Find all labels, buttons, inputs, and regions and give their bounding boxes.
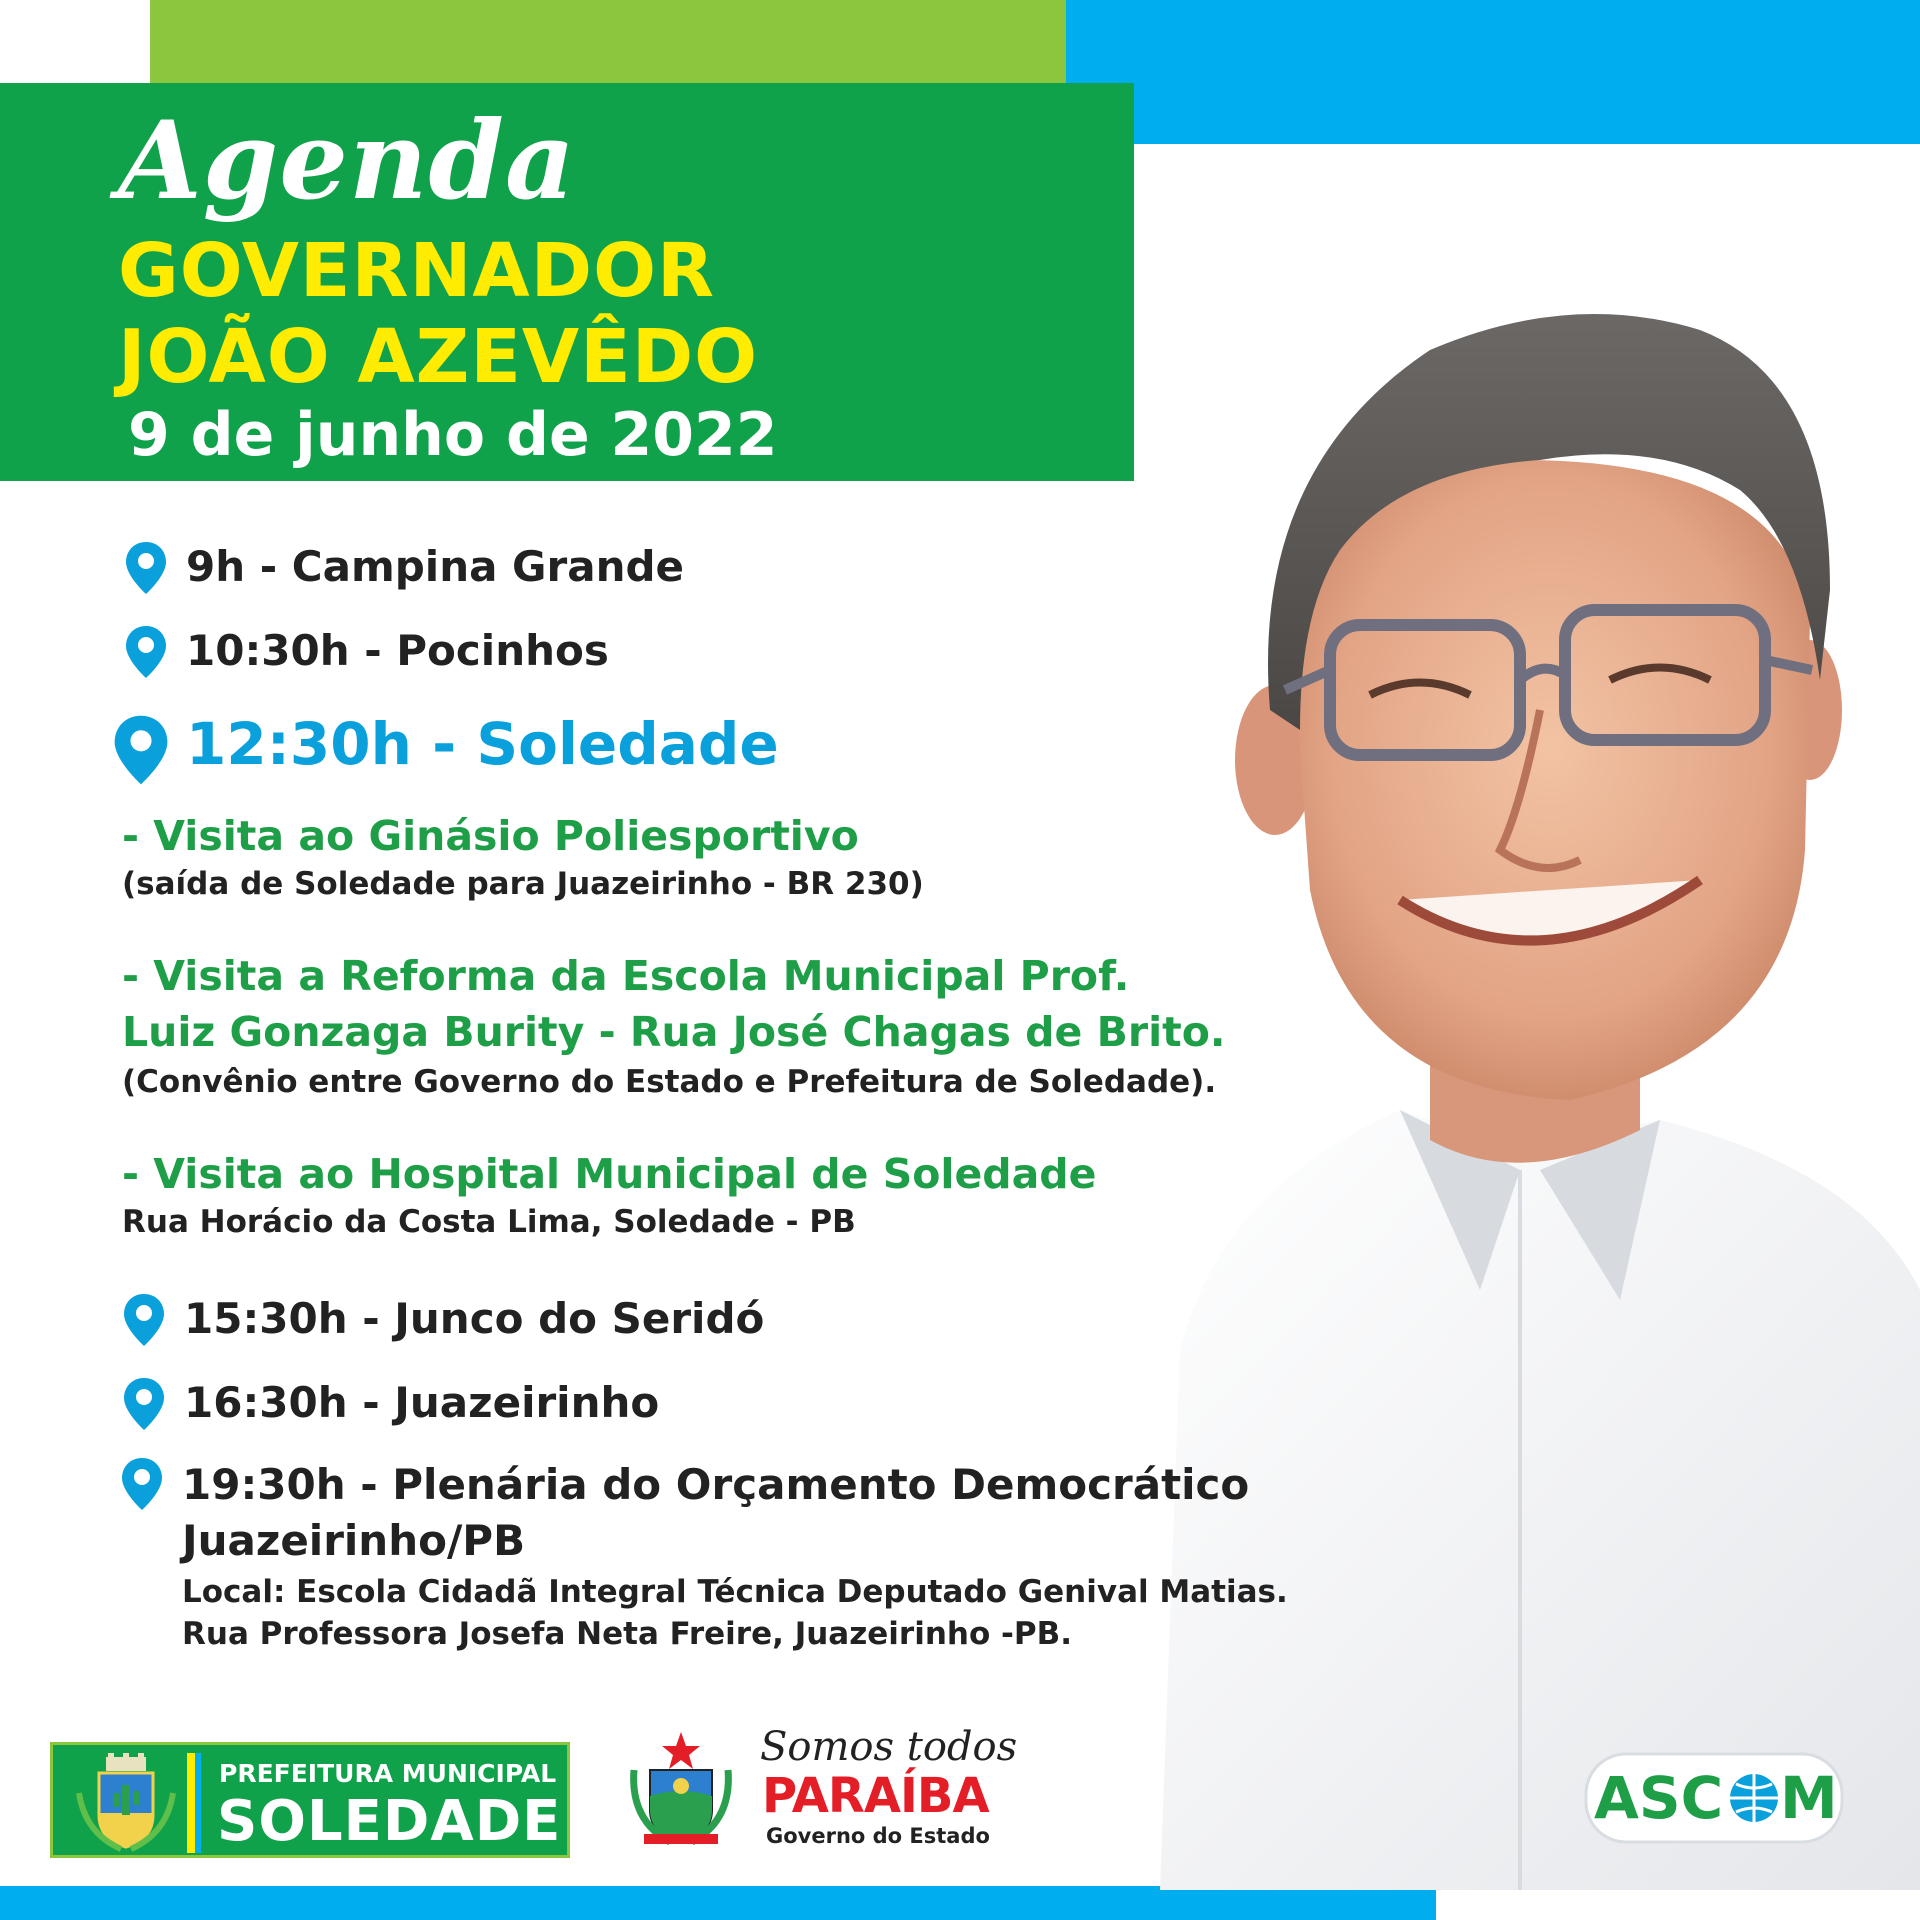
schedule-item-2: 10:30h - Pocinhos — [186, 626, 609, 675]
governo-estado-label: Governo do Estado — [766, 1824, 990, 1848]
top-blue-bar — [1066, 0, 1920, 144]
location-pin-icon — [124, 624, 168, 680]
soledade-label: SOLEDADE — [217, 1789, 562, 1854]
location-pin-icon — [124, 540, 168, 596]
paraiba-crest-icon — [620, 1730, 742, 1850]
plenaria-city: Juazeirinho/PB — [182, 1516, 526, 1565]
visit-2-note: (Convênio entre Governo do Estado e Prefeitura de Soledade). — [122, 1064, 1217, 1100]
portrait-photo — [1100, 290, 1920, 1890]
event-date: 9 de junho de 2022 — [128, 400, 778, 470]
visit-3-title: - Visita ao Hospital Municipal de Soledade — [122, 1150, 1097, 1198]
visit-3-note: Rua Horácio da Costa Lima, Soledade - PB — [122, 1204, 856, 1240]
divider-yellow — [187, 1753, 195, 1853]
schedule-item-4: 15:30h - Junco do Seridó — [184, 1294, 765, 1343]
bottom-blue-bar — [0, 1886, 1436, 1920]
schedule-item-5: 16:30h - Juazeirinho — [184, 1378, 660, 1427]
globe-icon — [1730, 1774, 1778, 1822]
plenaria-local: Local: Escola Cidadã Integral Técnica Deputado Genival Matias. — [182, 1574, 1288, 1610]
location-pin-icon — [122, 1292, 166, 1348]
location-pin-icon — [112, 712, 170, 788]
location-pin-icon — [120, 1456, 164, 1512]
visit-2-title-line1: - Visita a Reforma da Escola Municipal Prof. — [122, 952, 1130, 1000]
paraiba-label: PARAÍBA — [762, 1768, 989, 1824]
top-light-green-bar — [150, 0, 1066, 83]
governor-label: GOVERNADOR — [118, 228, 715, 314]
governor-name: JOÃO AZEVÊDO — [118, 314, 759, 400]
visit-2-title-line2: Luiz Gonzaga Burity - Rua José Chagas de Brito. — [122, 1008, 1226, 1056]
soledade-crest-icon — [71, 1753, 181, 1853]
svg-text:M: M — [1780, 1764, 1838, 1832]
prefeitura-label: PREFEITURA MUNICIPAL — [219, 1759, 557, 1788]
schedule-item-6: 19:30h - Plenária do Orçamento Democrático — [182, 1460, 1250, 1509]
prefeitura-soledade-logo — [50, 1742, 570, 1858]
agenda-title: Agenda — [118, 98, 577, 224]
ascom-text: ASC — [1594, 1764, 1724, 1832]
somos-todos-label: Somos todos — [760, 1724, 1018, 1770]
schedule-item-1: 9h - Campina Grande — [186, 542, 685, 591]
schedule-item-3: 12:30h - Soledade — [186, 710, 779, 778]
location-pin-icon — [122, 1376, 166, 1432]
visit-1-title: - Visita ao Ginásio Poliesportivo — [122, 812, 859, 860]
ascom-logo — [1584, 1752, 1844, 1844]
visit-1-note: (saída de Soledade para Juazeirinho - BR 230) — [122, 866, 924, 902]
plenaria-address: Rua Professora Josefa Neta Freire, Juazeirinho -PB. — [182, 1616, 1073, 1652]
divider-blue — [195, 1753, 201, 1853]
